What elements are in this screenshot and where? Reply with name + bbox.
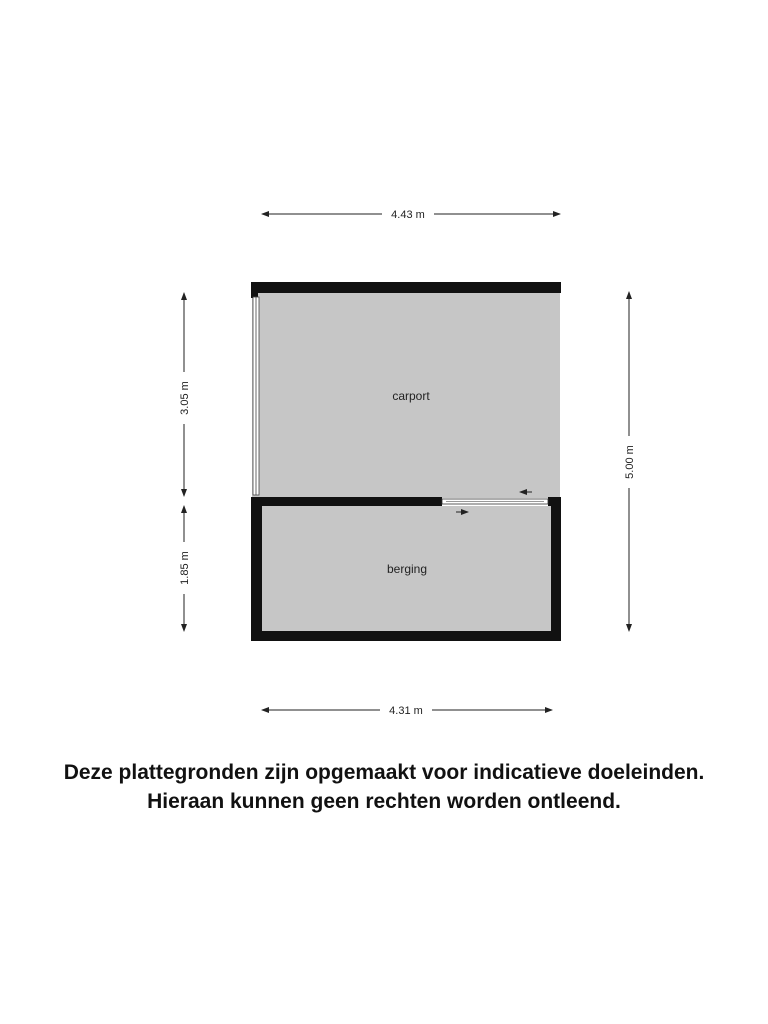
dim-right-label: 5.00 m	[624, 445, 636, 479]
room-label-carport: carport	[392, 389, 430, 403]
carport-top-wall	[251, 282, 561, 293]
berging-bottom-wall	[251, 631, 561, 641]
disclaimer-line-1: Deze plattegronden zijn opgemaakt voor indicatieve doeleinden.	[63, 761, 705, 784]
dim-left-lower-label: 1.85 m	[179, 551, 191, 585]
dim-top-label: 4.43 m	[391, 209, 425, 221]
carport-left-post	[251, 282, 258, 298]
disclaimer-line-2: Hieraan kunnen geen rechten worden ontleend.	[147, 790, 621, 813]
berging-left-wall	[251, 497, 262, 641]
dim-bottom-label: 4.31 m	[389, 705, 423, 717]
berging-right-wall	[551, 497, 561, 641]
middle-wall-left	[251, 497, 442, 506]
dim-left-upper-label: 3.05 m	[179, 381, 191, 415]
room-label-berging: berging	[386, 562, 428, 576]
